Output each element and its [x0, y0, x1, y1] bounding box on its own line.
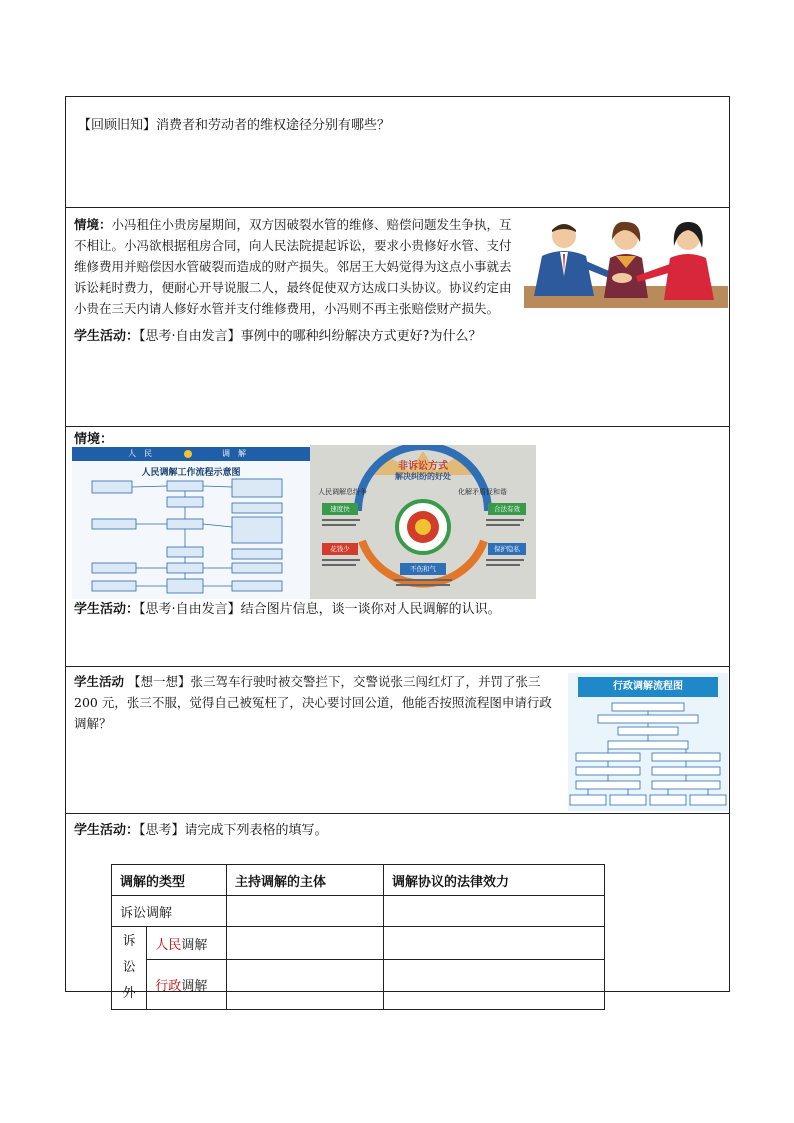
scenario-text [74, 214, 512, 319]
handshake-illustration [524, 216, 728, 308]
activity-label: 学生活动： [74, 823, 140, 838]
tag-legal: 合法有效 [494, 505, 520, 513]
think-body: 【想一想】张三驾车行驶时被交警拦下，交警说张三闯红灯了，并罚了张三 200 元，张三不服，觉得自己被冤枉了，决心要讨回公道，他能否按照流程图申请行政调解？ [74, 674, 552, 731]
think-label: 学生活动 [74, 674, 125, 689]
blank-cell[interactable] [227, 927, 384, 960]
lesson-sheet [65, 96, 730, 1001]
outside-char: 讼 [122, 960, 136, 975]
think-row [66, 666, 729, 813]
non-litigation-poster-image [310, 445, 536, 599]
scenario-row-2 [66, 426, 729, 666]
tag-harmony: 不伤和气 [410, 565, 436, 573]
table-header-row [112, 865, 605, 896]
table-row [112, 896, 605, 927]
poster-left-heading: 人民调解息纷争 [318, 488, 367, 496]
admin-mediation-flowchart-image [568, 673, 728, 811]
header-effect: 调解协议的法律效力 [384, 865, 605, 896]
emblem-icon [184, 450, 192, 458]
tag-cheap: 花钱少 [330, 545, 350, 553]
outside-char: 诉 [122, 934, 136, 949]
scenario-body: 小冯租住小贵房屋期间，双方因破裂水管的维修、赔偿问题发生争执，互不相让。小冯欲根据租房合同，向人民法院提起诉讼，要求小贵修好水管、支付维修费用并赔偿因水管破裂而造成的财产损失。邻居王大妈觉得为这点小事就去诉讼耗时费力，便耐心开导说服二人，最终促使双方达成口头协议。协议约定由小贵在三天内请人修好水管并支付维修费用，小冯则不再主张赔偿财产损失。 [74, 217, 512, 316]
poster-title: 非诉讼方式 [398, 461, 448, 472]
tag-privacy: 保护隐私 [494, 545, 520, 553]
poster-subtitle: 解决纠纷的好处 [395, 472, 451, 481]
scenario-row-1 [66, 207, 729, 426]
outside-litigation-cell [112, 927, 147, 1010]
activity-label: 学生活动： [74, 602, 140, 617]
table-row [112, 927, 605, 960]
activity-prompt: 【思考·自由发言】事例中的哪种纠纷解决方式更好?为什么？ [139, 329, 482, 344]
litigation-mediation-cell: 诉讼调解 [112, 896, 227, 927]
admin-prefix: 行政 [155, 979, 182, 995]
banner-left: 人 民 [128, 449, 152, 458]
activity-prompt: 【思考】请完成下列表格的填写。 [139, 823, 328, 838]
admin-suffix: 调解 [181, 979, 208, 995]
admin-mediation-cell [147, 960, 227, 1010]
people-mediation-cell [147, 927, 227, 960]
header-type: 调解的类型 [112, 865, 227, 896]
table-row [112, 960, 605, 1010]
review-question: 【回顾旧知】消费者和劳动者的维权途径分别有哪些？ [78, 118, 391, 133]
scenario-label: 情境： [74, 432, 114, 447]
banner-right: 调 解 [222, 449, 246, 458]
blank-cell[interactable] [227, 896, 384, 927]
flowchart-title: 人民调解工作流程示意图 [141, 468, 241, 478]
activity-line [74, 599, 501, 621]
table-row-section [66, 813, 729, 1001]
activity-label: 学生活动： [74, 329, 140, 344]
header-host: 主持调解的主体 [227, 865, 384, 896]
blank-cell[interactable] [384, 896, 605, 927]
think-text [74, 671, 562, 734]
people-suffix: 调解 [181, 937, 208, 953]
outside-char: 外 [122, 986, 136, 1001]
activity-line [74, 820, 328, 842]
mediation-table [111, 864, 605, 1010]
activity-prompt: 【思考·自由发言】结合图片信息，谈一谈你对人民调解的认识。 [139, 602, 501, 617]
blank-cell[interactable] [227, 960, 384, 1010]
blank-cell[interactable] [384, 960, 605, 1010]
flowchart-banner [72, 447, 310, 461]
blank-cell[interactable] [384, 927, 605, 960]
review-row [66, 97, 729, 207]
admin-chart-title: 行政调解流程图 [578, 677, 718, 697]
activity-line [74, 326, 482, 348]
tag-fast: 速度快 [330, 505, 350, 513]
scenario-label: 情境： [74, 217, 112, 232]
mediation-flowchart-image [72, 447, 310, 599]
poster-right-heading: 化解矛盾促和谐 [458, 488, 507, 496]
people-prefix: 人民 [155, 937, 182, 953]
